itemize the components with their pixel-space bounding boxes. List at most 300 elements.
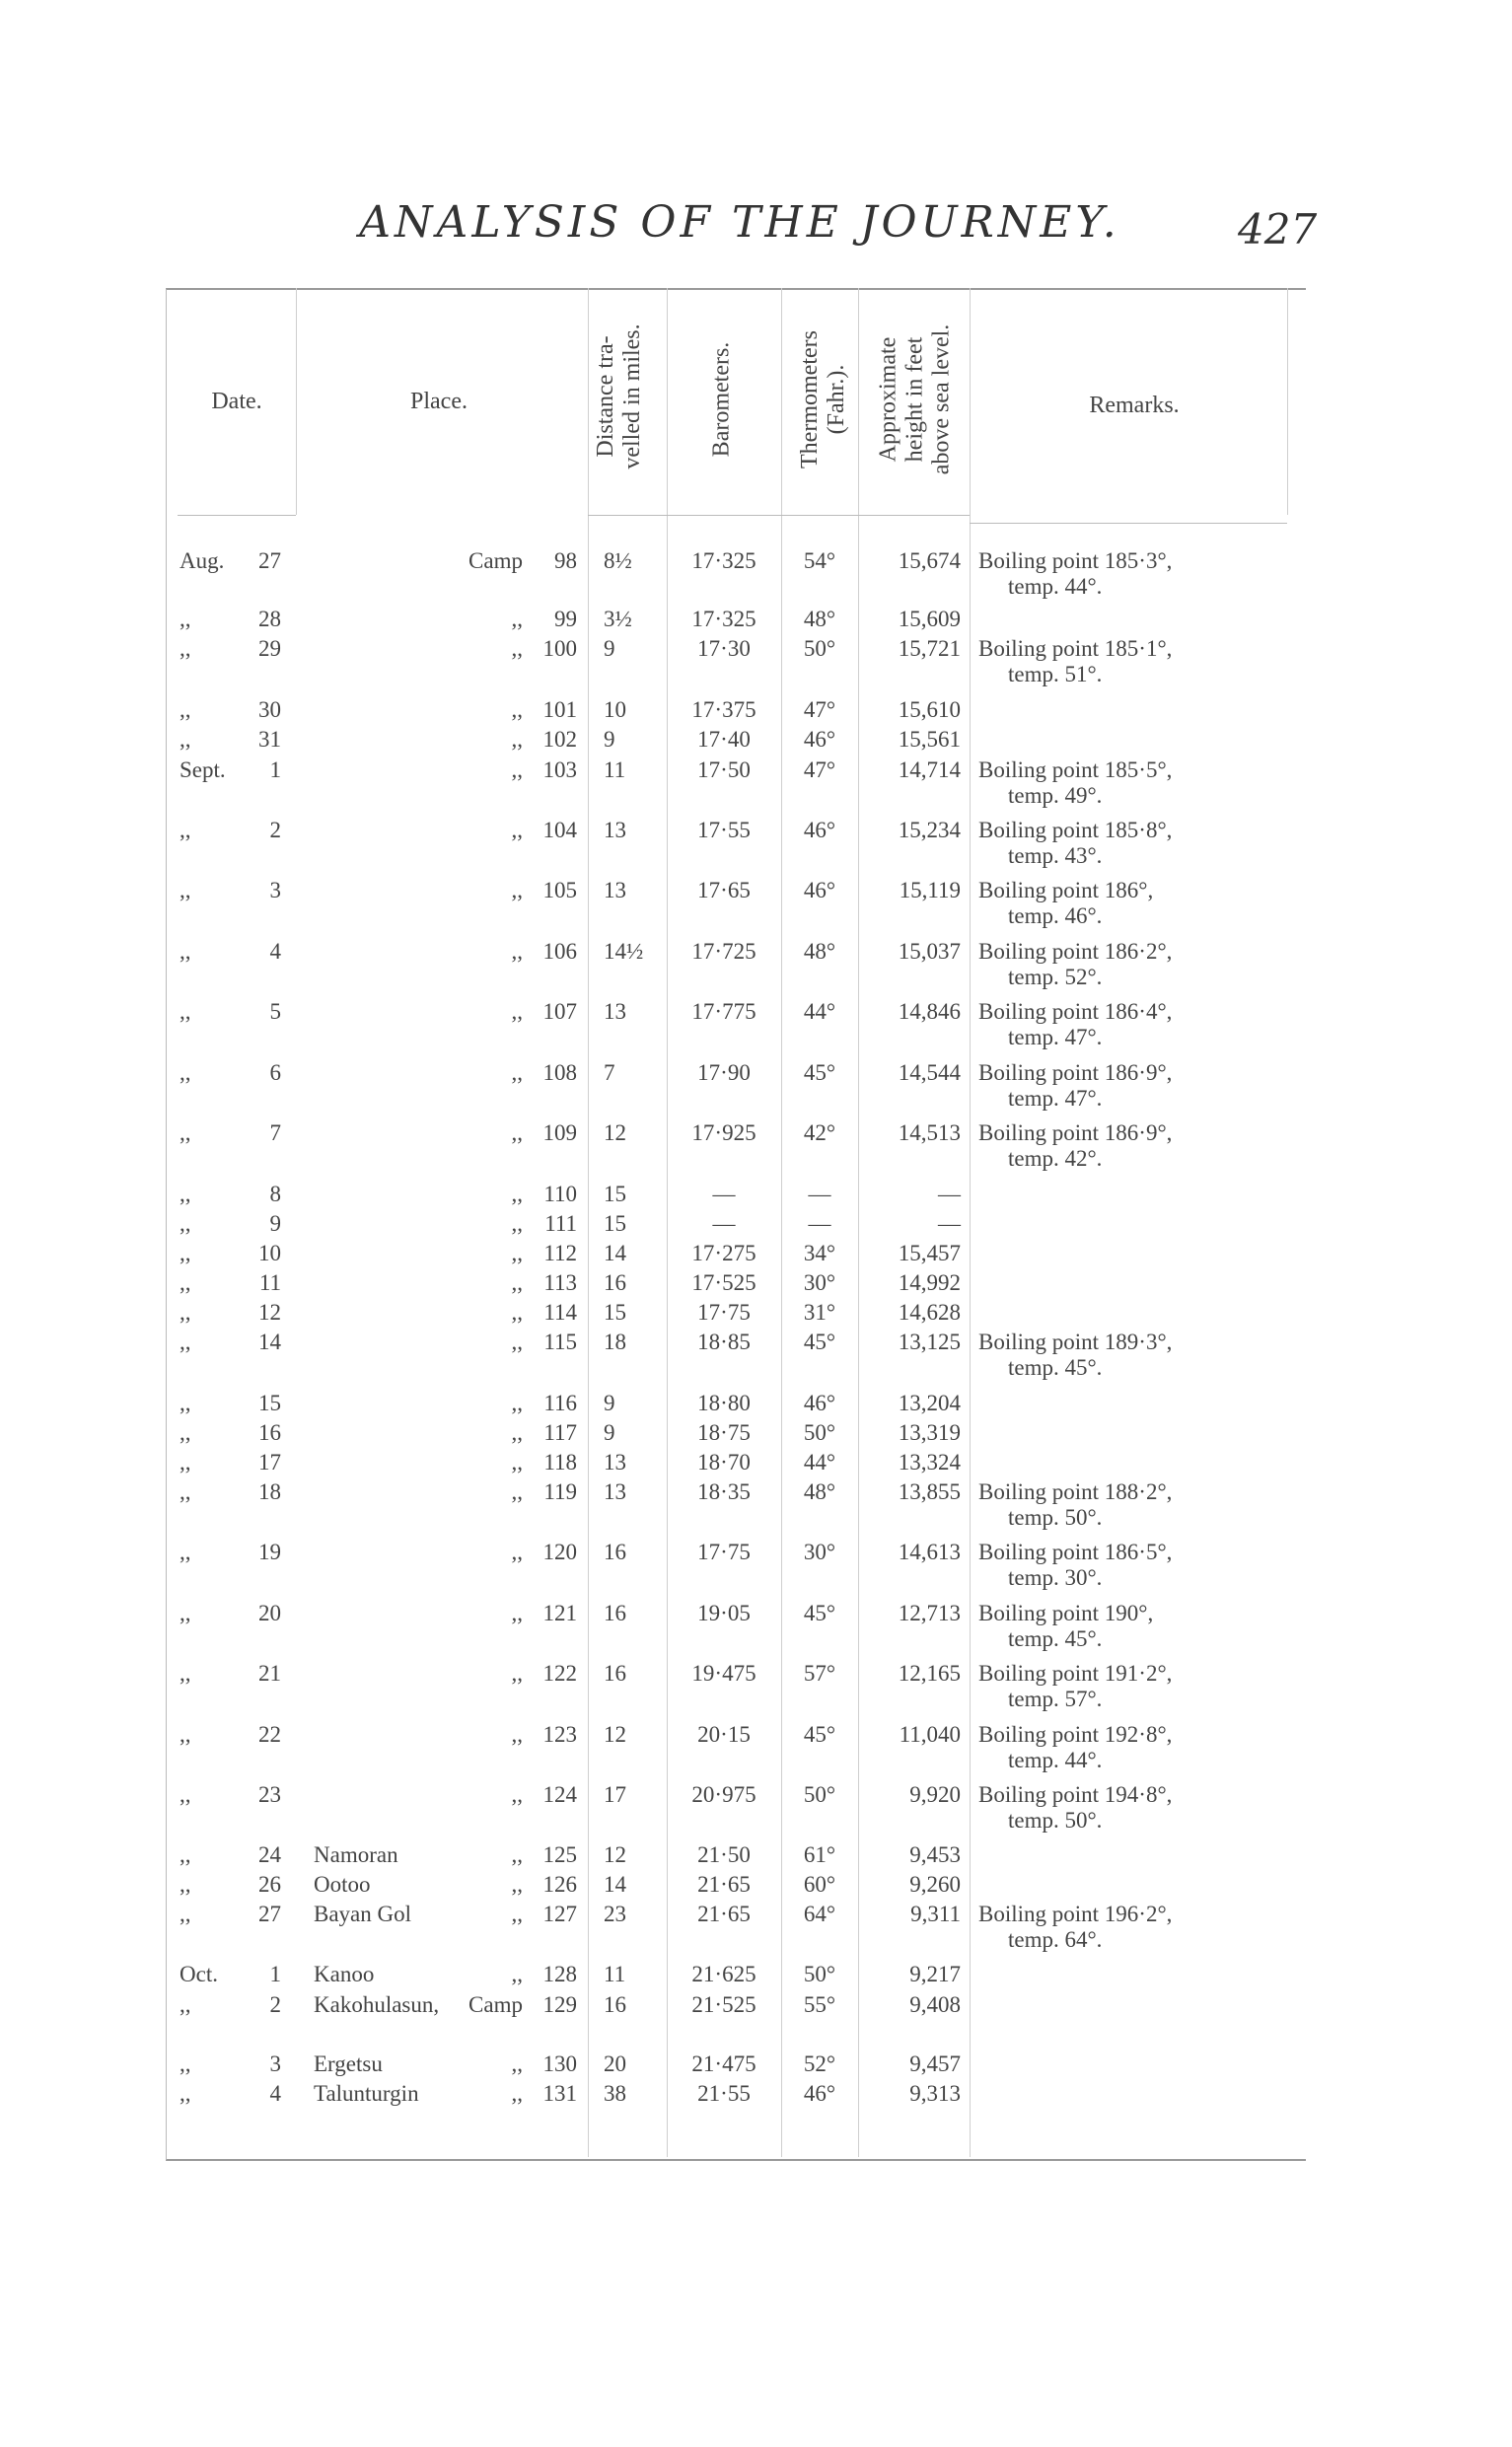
place-number: 114	[543, 1300, 577, 1325]
height: 9,457	[909, 2051, 961, 2076]
thermometer: 45°	[803, 1722, 836, 1747]
header-thermometers: Thermometers (Fahr.).	[797, 330, 849, 468]
height: 15,234	[898, 818, 961, 842]
date-day: 4	[269, 939, 281, 964]
distance: 15	[604, 1182, 626, 1206]
remark: Boiling point 186·4°,	[978, 999, 1173, 1024]
height: 15,457	[898, 1241, 961, 1265]
date-day: 21	[258, 1661, 281, 1686]
remark-continued: temp. 47°.	[1008, 1086, 1103, 1111]
thermometer: 30°	[803, 1270, 836, 1295]
height: 15,610	[898, 697, 961, 722]
date-day: 27	[258, 1902, 281, 1926]
date-month: ,,	[180, 1601, 191, 1625]
place-camp: ,,	[511, 1601, 523, 1625]
date-month: ,,	[180, 1842, 191, 1867]
place-number: 107	[542, 999, 577, 1024]
distance: 17	[604, 1782, 626, 1807]
height: 9,260	[909, 1872, 961, 1897]
thermometer: 31°	[803, 1300, 836, 1325]
thermometer: 44°	[803, 1450, 836, 1475]
place-camp: ,,	[511, 1450, 523, 1475]
place-camp: ,,	[511, 1060, 523, 1085]
distance: 16	[604, 1992, 626, 2017]
thermometer: 46°	[803, 2081, 836, 2106]
date-month: ,,	[180, 1391, 191, 1415]
place-camp: ,,	[511, 1182, 523, 1206]
height: 15,721	[898, 636, 961, 661]
date-day: 8	[269, 1182, 281, 1206]
height: 14,992	[898, 1270, 961, 1295]
place-name: Kakohulasun,	[314, 1992, 440, 2017]
thermometer: 55°	[803, 1992, 836, 2017]
remark: Boiling point 186·9°,	[978, 1120, 1173, 1145]
barometer: 21·475	[691, 2051, 756, 2076]
place-name: Ootoo	[314, 1872, 371, 1897]
date-day: 12	[258, 1300, 281, 1325]
place-number: 119	[543, 1479, 577, 1504]
place-number: 129	[542, 1992, 577, 2017]
height: 15,609	[898, 607, 961, 631]
distance: 13	[604, 1450, 626, 1475]
barometer: 17·65	[697, 878, 751, 902]
date-month: ,,	[180, 1661, 191, 1686]
date-day: 19	[258, 1540, 281, 1564]
height: 11,040	[899, 1722, 961, 1747]
distance: 7	[604, 1060, 615, 1085]
barometer: 17·75	[697, 1300, 751, 1325]
remark-continued: temp. 43°.	[1008, 843, 1103, 868]
distance: 14	[604, 1241, 626, 1265]
place-number: 112	[543, 1241, 577, 1265]
date-day: 1	[269, 757, 281, 782]
remark-continued: temp. 50°.	[1008, 1808, 1103, 1833]
col-divider	[296, 288, 297, 515]
place-camp: ,,	[511, 939, 523, 964]
distance: 11	[604, 1962, 626, 1986]
remark: Boiling point 185·1°,	[978, 636, 1173, 661]
thermometer: 47°	[803, 697, 836, 722]
barometer: 17·55	[697, 818, 751, 842]
place-camp: ,,	[511, 2051, 523, 2076]
place-number: 121	[542, 1601, 577, 1625]
distance: 20	[604, 2051, 626, 2076]
place-number: 113	[543, 1270, 577, 1295]
height: —	[938, 1182, 961, 1206]
place-number: 128	[542, 1962, 577, 1986]
remark-continued: temp. 45°.	[1008, 1626, 1103, 1651]
remark-continued: temp. 46°.	[1008, 903, 1103, 928]
height: —	[938, 1211, 961, 1236]
place-number: 116	[543, 1391, 577, 1415]
barometer: 18·80	[697, 1391, 751, 1415]
barometer: 19·05	[697, 1601, 751, 1625]
barometer: 21·55	[697, 2081, 751, 2106]
distance: 16	[604, 1270, 626, 1295]
date-month: ,,	[180, 1270, 191, 1295]
date-month: ,,	[180, 1330, 191, 1354]
date-month: ,,	[180, 1300, 191, 1325]
remark-continued: temp. 44°.	[1008, 1748, 1103, 1772]
remark: Boiling point 185·8°,	[978, 818, 1173, 842]
height: 14,544	[898, 1060, 961, 1085]
place-number: 102	[542, 727, 577, 752]
thermometer: 54°	[803, 548, 836, 573]
height: 14,846	[898, 999, 961, 1024]
place-camp: ,,	[511, 697, 523, 722]
date-day: 1	[269, 1962, 281, 1986]
remark-continued: temp. 52°.	[1008, 965, 1103, 989]
barometer: 17·75	[697, 1540, 751, 1564]
thermometer: 42°	[803, 1120, 836, 1145]
remark: Boiling point 191·2°,	[978, 1661, 1173, 1686]
barometer: 17·50	[697, 757, 751, 782]
distance: 10	[604, 697, 626, 722]
barometer: 21·65	[697, 1902, 751, 1926]
date-month: ,,	[180, 818, 191, 842]
place-name: Kanoo	[314, 1962, 375, 1986]
date-month: Sept.	[180, 757, 226, 782]
barometer: 21·50	[697, 1842, 751, 1867]
place-number: 125	[542, 1842, 577, 1867]
date-month: Aug.	[180, 548, 225, 573]
barometer: 19·475	[691, 1661, 756, 1686]
thermometer: 46°	[803, 818, 836, 842]
barometer: 17·40	[697, 727, 751, 752]
col-divider	[588, 288, 589, 2157]
remark: Boiling point 186·9°,	[978, 1060, 1173, 1085]
header-rule	[588, 515, 970, 516]
distance: 14½	[604, 939, 644, 964]
distance: 11	[604, 757, 626, 782]
distance: 9	[604, 727, 615, 752]
barometer: 17·30	[697, 636, 751, 661]
height: 9,920	[909, 1782, 961, 1807]
height: 12,165	[898, 1661, 961, 1686]
date-month: ,,	[180, 1241, 191, 1265]
height: 15,119	[899, 878, 961, 902]
place-number: 100	[542, 636, 577, 661]
place-number: 126	[542, 1872, 577, 1897]
remark: Boiling point 186°,	[978, 878, 1154, 902]
header-distance: Distance tra- velled in miles.	[593, 324, 645, 469]
date-day: 10	[258, 1241, 281, 1265]
barometer: 21·65	[697, 1872, 751, 1897]
place-camp: ,,	[511, 999, 523, 1024]
date-month: ,,	[180, 1722, 191, 1747]
col-divider	[858, 288, 859, 2157]
remark-continued: temp. 57°.	[1008, 1687, 1103, 1711]
header-rule	[178, 515, 296, 516]
place-camp: ,,	[511, 1270, 523, 1295]
height: 15,674	[898, 548, 961, 573]
place-number: 131	[542, 2081, 577, 2106]
date-month: ,,	[180, 1182, 191, 1206]
distance: 15	[604, 1300, 626, 1325]
remark: Boiling point 196·2°,	[978, 1902, 1173, 1926]
distance: 9	[604, 1420, 615, 1445]
remark: Boiling point 185·3°,	[978, 548, 1173, 573]
date-month: ,,	[180, 2081, 191, 2106]
distance: 12	[604, 1120, 626, 1145]
height: 14,714	[898, 757, 961, 782]
barometer: 18·75	[697, 1420, 751, 1445]
remark-continued: temp. 47°.	[1008, 1025, 1103, 1049]
distance: 18	[604, 1330, 626, 1354]
date-month: ,,	[180, 1120, 191, 1145]
remark: Boiling point 186·2°,	[978, 939, 1173, 964]
barometer: —	[712, 1182, 736, 1206]
barometer: 17·325	[691, 607, 756, 631]
date-month: ,,	[180, 1872, 191, 1897]
thermometer: —	[808, 1211, 831, 1236]
place-camp: ,,	[511, 1872, 523, 1897]
remark-continued: temp. 44°.	[1008, 574, 1103, 599]
barometer: 18·70	[697, 1450, 751, 1475]
thermometer: 44°	[803, 999, 836, 1024]
place-number: 104	[542, 818, 577, 842]
remark-continued: temp. 42°.	[1008, 1146, 1103, 1171]
height: 13,319	[898, 1420, 961, 1445]
remark: Boiling point 192·8°,	[978, 1722, 1173, 1747]
distance: 9	[604, 636, 615, 661]
date-day: 9	[269, 1211, 281, 1236]
place-camp: ,,	[511, 1540, 523, 1564]
remark-continued: temp. 45°.	[1008, 1355, 1103, 1380]
date-month: Oct.	[180, 1962, 218, 1986]
barometer: 17·325	[691, 548, 756, 573]
place-number: 111	[544, 1211, 577, 1236]
date-day: 22	[258, 1722, 281, 1747]
barometer: 17·90	[697, 1060, 751, 1085]
barometer: 17·375	[691, 697, 756, 722]
running-head: ANALYSIS OF THE JOURNEY.	[359, 197, 1120, 248]
thermometer: 50°	[803, 1420, 836, 1445]
date-month: ,,	[180, 1902, 191, 1926]
thermometer: 48°	[803, 607, 836, 631]
height: 9,313	[909, 2081, 961, 2106]
remark: Boiling point 189·3°,	[978, 1330, 1173, 1354]
remark: Boiling point 194·8°,	[978, 1782, 1173, 1807]
place-number: 130	[542, 2051, 577, 2076]
place-camp: ,,	[511, 607, 523, 631]
height: 9,453	[909, 1842, 961, 1867]
header-place: Place.	[410, 389, 468, 414]
col-divider	[970, 288, 971, 2157]
date-day: 3	[269, 2051, 281, 2076]
distance: 9	[604, 1391, 615, 1415]
barometer: 20·975	[691, 1782, 756, 1807]
barometer: 17·775	[691, 999, 756, 1024]
place-number: 109	[542, 1120, 577, 1145]
height: 13,204	[898, 1391, 961, 1415]
barometer: 17·275	[691, 1241, 756, 1265]
date-month: ,,	[180, 636, 191, 661]
place-camp: ,,	[511, 2081, 523, 2106]
place-name: Namoran	[314, 1842, 398, 1867]
date-day: 3	[269, 878, 281, 902]
header-barometers: Barometers.	[708, 341, 735, 458]
date-day: 7	[269, 1120, 281, 1145]
place-camp: ,,	[511, 1300, 523, 1325]
col-divider	[1287, 288, 1288, 515]
header-height: Approximate height in feet above sea level.	[875, 324, 955, 475]
date-month: ,,	[180, 939, 191, 964]
place-number: 127	[542, 1902, 577, 1926]
date-month: ,,	[180, 1211, 191, 1236]
thermometer: 50°	[803, 636, 836, 661]
date-day: 16	[258, 1420, 281, 1445]
height: 14,513	[898, 1120, 961, 1145]
date-day: 2	[269, 1992, 281, 2017]
date-day: 28	[258, 607, 281, 631]
date-month: ,,	[180, 1060, 191, 1085]
col-divider	[667, 288, 668, 2157]
barometer: 21·625	[691, 1962, 756, 1986]
distance: 13	[604, 818, 626, 842]
date-day: 2	[269, 818, 281, 842]
date-month: ,,	[180, 999, 191, 1024]
date-month: ,,	[180, 1450, 191, 1475]
date-month: ,,	[180, 2051, 191, 2076]
distance: 16	[604, 1601, 626, 1625]
thermometer: 50°	[803, 1962, 836, 1986]
date-month: ,,	[180, 1420, 191, 1445]
thermometer: 46°	[803, 878, 836, 902]
place-camp: ,,	[511, 1211, 523, 1236]
thermometer: 52°	[803, 2051, 836, 2076]
barometer: 17·925	[691, 1120, 756, 1145]
place-camp: ,,	[511, 1661, 523, 1686]
thermometer: 57°	[803, 1661, 836, 1686]
place-camp: ,,	[511, 1722, 523, 1747]
remark-continued: temp. 30°.	[1008, 1565, 1103, 1590]
height: 13,855	[898, 1479, 961, 1504]
date-day: 4	[269, 2081, 281, 2106]
thermometer: 45°	[803, 1601, 836, 1625]
place-camp: ,,	[511, 1420, 523, 1445]
height: 15,037	[898, 939, 961, 964]
header-remarks: Remarks.	[1089, 393, 1180, 418]
thermometer: 46°	[803, 1391, 836, 1415]
distance: 23	[604, 1902, 626, 1926]
remark: Boiling point 188·2°,	[978, 1479, 1173, 1504]
remark-continued: temp. 50°.	[1008, 1505, 1103, 1530]
height: 14,613	[898, 1540, 961, 1564]
date-day: 11	[258, 1270, 281, 1295]
date-month: ,,	[180, 727, 191, 752]
barometer: 17·725	[691, 939, 756, 964]
date-day: 31	[258, 727, 281, 752]
distance: 12	[604, 1722, 626, 1747]
remark: Boiling point 186·5°,	[978, 1540, 1173, 1564]
barometer: —	[712, 1211, 736, 1236]
place-number: 106	[542, 939, 577, 964]
place-camp: ,,	[511, 1902, 523, 1926]
place-camp: ,,	[511, 1391, 523, 1415]
thermometer: 64°	[803, 1902, 836, 1926]
distance: 13	[604, 878, 626, 902]
date-month: ,,	[180, 1479, 191, 1504]
thermometer: 48°	[803, 1479, 836, 1504]
thermometer: 30°	[803, 1540, 836, 1564]
place-name: Ergetsu	[314, 2051, 383, 2076]
thermometer: 50°	[803, 1782, 836, 1807]
place-camp: ,,	[511, 636, 523, 661]
barometer: 18·35	[697, 1479, 751, 1504]
remark-continued: temp. 64°.	[1008, 1927, 1103, 1952]
date-month: ,,	[180, 697, 191, 722]
date-month: ,,	[180, 1992, 191, 2017]
thermometer: 34°	[803, 1241, 836, 1265]
place-number: 117	[543, 1420, 577, 1445]
thermometer: 46°	[803, 727, 836, 752]
distance: 3½	[604, 607, 632, 631]
col-divider	[781, 288, 782, 2157]
distance: 13	[604, 999, 626, 1024]
thermometer: 45°	[803, 1330, 836, 1354]
thermometer: 60°	[803, 1872, 836, 1897]
height: 13,125	[898, 1330, 961, 1354]
place-name: Bayan Gol	[314, 1902, 412, 1926]
date-day: 15	[258, 1391, 281, 1415]
date-day: 20	[258, 1601, 281, 1625]
distance: 16	[604, 1661, 626, 1686]
date-day: 26	[258, 1872, 281, 1897]
place-camp: ,,	[511, 818, 523, 842]
place-camp: ,,	[511, 1120, 523, 1145]
date-day: 18	[258, 1479, 281, 1504]
place-number: 110	[543, 1182, 577, 1206]
place-camp: ,,	[511, 1330, 523, 1354]
date-day: 23	[258, 1782, 281, 1807]
height: 12,713	[898, 1601, 961, 1625]
place-number: 120	[542, 1540, 577, 1564]
thermometer: —	[808, 1182, 831, 1206]
date-day: 5	[269, 999, 281, 1024]
barometer: 18·85	[697, 1330, 751, 1354]
header-rule	[970, 523, 1287, 524]
place-number: 101	[542, 697, 577, 722]
height: 9,217	[909, 1962, 961, 1986]
distance: 12	[604, 1842, 626, 1867]
header-date: Date.	[211, 389, 262, 414]
height: 9,311	[910, 1902, 961, 1926]
place-number: 103	[542, 757, 577, 782]
date-month: ,,	[180, 1540, 191, 1564]
place-name: Talunturgin	[314, 2081, 419, 2106]
thermometer: 61°	[803, 1842, 836, 1867]
place-camp: ,,	[511, 1782, 523, 1807]
place-camp: ,,	[511, 1241, 523, 1265]
place-camp: Camp	[468, 1992, 523, 2017]
barometer: 17·525	[691, 1270, 756, 1295]
remark: Boiling point 185·5°,	[978, 757, 1173, 782]
date-day: 14	[258, 1330, 281, 1354]
thermometer: 47°	[803, 757, 836, 782]
distance: 14	[604, 1872, 626, 1897]
barometer: 21·525	[691, 1992, 756, 2017]
place-camp: ,,	[511, 1842, 523, 1867]
date-day: 24	[258, 1842, 281, 1867]
remark-continued: temp. 49°.	[1008, 783, 1103, 808]
distance: 8½	[604, 548, 632, 573]
place-number: 99	[554, 607, 577, 631]
place-camp: ,,	[511, 1962, 523, 1986]
distance: 16	[604, 1540, 626, 1564]
place-camp: ,,	[511, 1479, 523, 1504]
page-number: 427	[1238, 205, 1318, 253]
